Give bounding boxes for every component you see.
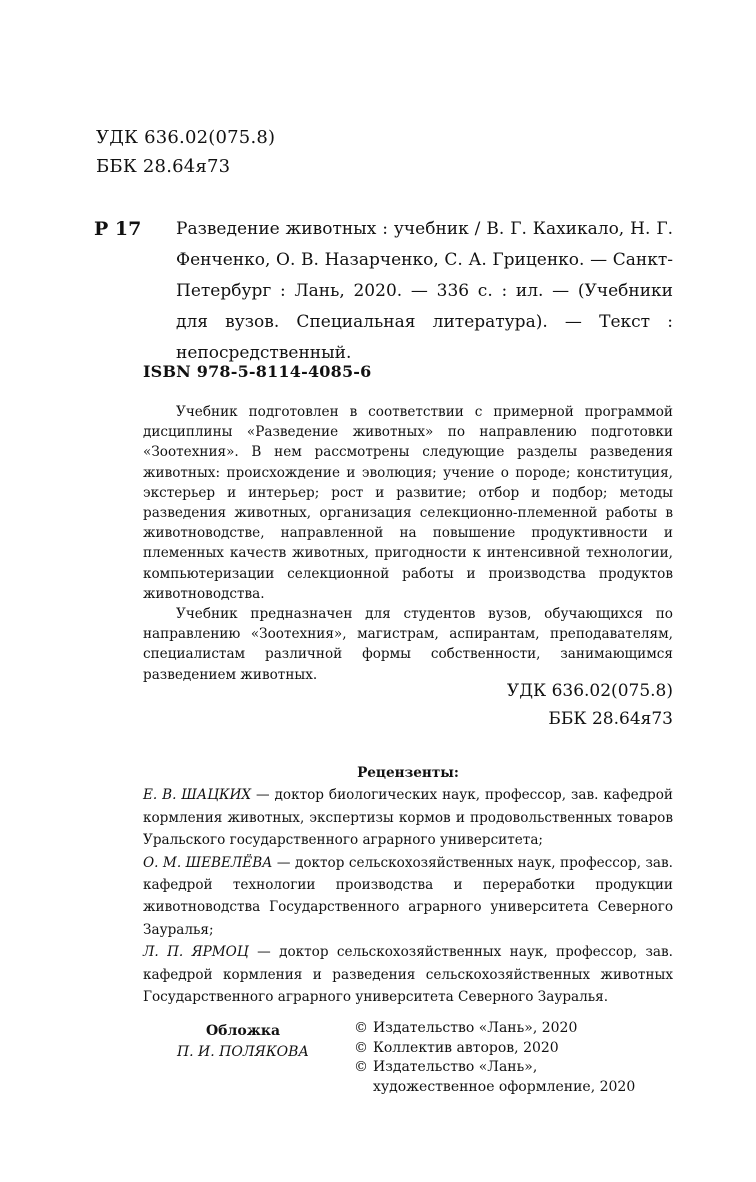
copyright-continuation: художественное оформление, 2020	[373, 1078, 636, 1095]
copyright-text: Издательство «Лань», 2020	[373, 1020, 578, 1036]
udk-code: УДК 636.02(075.8)	[96, 127, 276, 148]
udk-code-bottom: УДК 636.02(075.8)	[506, 681, 673, 701]
bbk-code: ББК 28.64я73	[96, 156, 231, 177]
cover-credit	[143, 1021, 343, 1063]
copyright-line	[354, 1058, 674, 1078]
reviewers-heading: Рецензенты:	[357, 765, 459, 781]
copyright-line	[354, 1039, 674, 1059]
copyright-text: Издательство «Лань»,	[373, 1059, 538, 1075]
reviewer-credentials: — доктор сельскохозяйственных наук, профессор, зав. кафедрой кормления и разведения сельскохозяйственных животных Государственного аграрного университета Северного Зауралья.	[143, 944, 673, 1006]
reviewer-credentials: — доктор сельскохозяйственных наук, профессор, зав. кафедрой технологии производства и переработки продукции животноводства Государственного аграрного университета Северного Зауралья;	[143, 854, 674, 938]
cover-designer: П. И. ПОЛЯКОВА	[176, 1044, 310, 1060]
cover-label: Обложка	[205, 1023, 281, 1039]
classification-block-bottom	[400, 677, 673, 733]
copyright-text: Коллектив авторов, 2020	[373, 1039, 559, 1056]
copyright-line	[354, 1019, 674, 1039]
copyright-icon: ©	[354, 1020, 368, 1036]
reviewers-block	[143, 762, 673, 1008]
reviewer-entry	[143, 784, 673, 851]
isbn: ISBN 978-5-8114-4085-6	[143, 362, 372, 381]
author-mark: Р 17	[94, 218, 142, 240]
abstract	[143, 402, 673, 685]
reviewer-name: Е. В. ШАЦКИХ	[143, 787, 252, 804]
bibliographic-text: Разведение животных : учебник / В. Г. Кахикало, Н. Г. Фенченко, О. В. Назарченко, С. А. Гриценко. — Санкт-Петербург : Лань, 2020. — 336 с. : ил. — (Учебники для вузов. Специальная литература). — Текст : непосредственный.	[176, 219, 673, 363]
reviewer-entry	[143, 941, 673, 1008]
bbk-code-bottom: ББК 28.64я73	[548, 709, 673, 729]
abstract-paragraph: Учебник подготовлен в соответствии с примерной программой дисциплины «Разведение животных» по направлению подготовки «Зоотехния». В нем рассмотрены следующие разделы разведения животных: происхождение и эволюция; учение о породе; конституция, экстерьер и интерьер; рост и развитие; отбор и подбор; методы разведения животных, организация селекционно-племенной работы в животноводстве, направленной на повышение продуктивности и племенных качеств животных, пригодности к интенсивной технологии, компьютеризации селекционной работы и производства продуктов животноводства.	[143, 404, 673, 602]
copyright-block	[354, 1019, 674, 1097]
reviewer-name: О. М. ШЕВЕЛЁВА	[143, 854, 273, 871]
abstract-paragraph: Учебник предназначен для студентов вузов, обучающихся по направлению «Зоотехния», магистрам, аспирантам, преподавателям, специалистам различной формы собственности, занимающимся разведением животных.	[143, 606, 673, 683]
reviewer-name: Л. П. ЯРМОЦ	[143, 944, 249, 961]
reviewer-entry	[143, 852, 673, 942]
classification-block	[96, 123, 275, 181]
copyright-icon: ©	[354, 1059, 368, 1075]
bibliographic-record	[143, 214, 673, 369]
copyright-icon: ©	[354, 1039, 368, 1056]
reviewer-credentials: — доктор биологических наук, профессор, зав. кафедрой кормления животных, экспертизы кормов и продовольственных товаров Уральского государственного аграрного университета;	[143, 787, 673, 849]
